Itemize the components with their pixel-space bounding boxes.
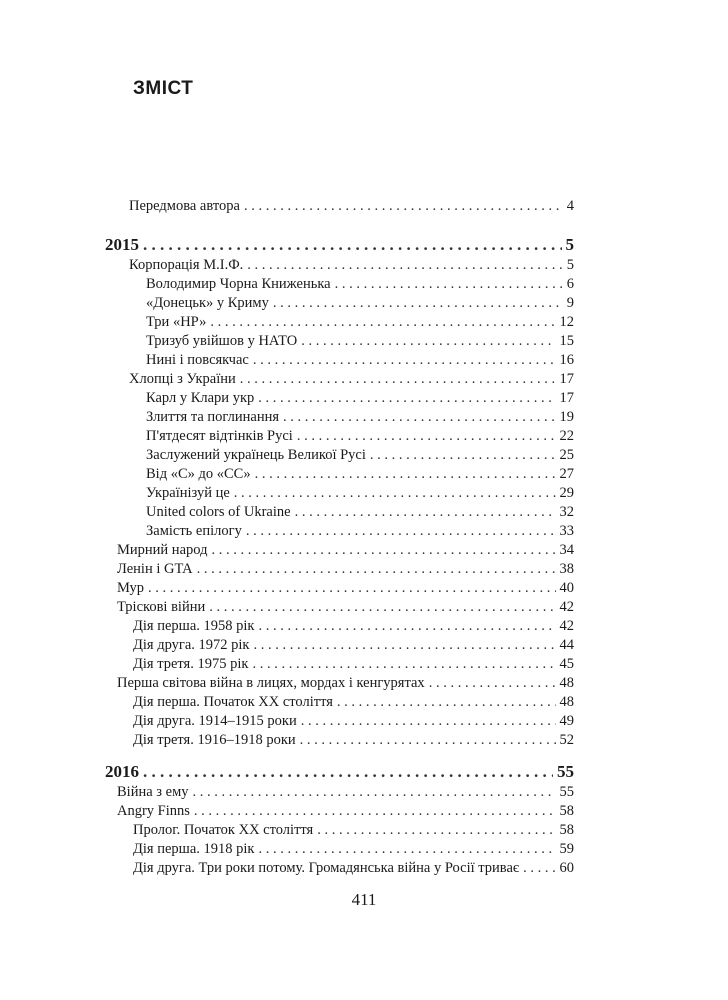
leader-dots (143, 763, 553, 781)
toc-entry-title: Мирний народ (117, 542, 208, 558)
toc-entry (133, 655, 574, 673)
toc-entry-page: 49 (559, 713, 574, 729)
toc-entry (146, 351, 574, 369)
leader-dots (148, 579, 555, 597)
toc-entry-title: Три «НР» (146, 314, 207, 330)
toc-entry-title: Ленін і GTA (117, 561, 193, 577)
toc-entry-page: 42 (559, 599, 574, 615)
toc-entry-title: «Донецьк» у Криму (146, 295, 269, 311)
toc-entry (117, 783, 574, 801)
toc-entry-title: Перша світова війна в лицях, мордах і кенгурятах (117, 675, 425, 691)
toc-entry-page: 17 (559, 390, 574, 406)
toc-entry-title: Тризуб увійшов у НАТО (146, 333, 298, 349)
toc-entry-page: 4 (566, 198, 574, 214)
leader-dots (244, 197, 563, 215)
leader-dots (273, 294, 563, 312)
toc-entry-title: Володимир Чорна Книженька (146, 276, 331, 292)
page-number: 411 (351, 890, 377, 909)
toc-entry (117, 560, 574, 578)
leader-dots (429, 674, 556, 692)
toc-entry-page: 9 (566, 295, 574, 311)
toc-entry (133, 712, 574, 730)
toc-entry-title: Дія третя. 1916–1918 роки (133, 732, 296, 748)
toc-entry (133, 859, 574, 877)
toc-entry (146, 294, 574, 312)
leader-dots (252, 655, 555, 673)
toc-entry (146, 446, 574, 464)
toc-entry-title: Дія друга. Три роки потому. Громадянська війна у Росії триває (133, 860, 520, 876)
toc-entry-title: Карл у Клари укр (146, 390, 255, 406)
toc-entry (117, 674, 574, 692)
toc-entry (117, 541, 574, 559)
toc-entry-page: 58 (559, 822, 574, 838)
toc-entry (133, 693, 574, 711)
toc-entry-title: Злиття та поглинання (146, 409, 280, 425)
toc-entry-title: Пролог. Початок ХХ століття (133, 822, 314, 838)
toc-entry-page: 5 (565, 235, 574, 254)
leader-dots (301, 332, 555, 350)
toc-entry-page: 12 (559, 314, 574, 330)
toc-entry-page: 15 (559, 333, 574, 349)
toc-entry (146, 465, 574, 483)
leader-dots (337, 693, 556, 711)
toc-entry-title: Заслужений українець Великої Русі (146, 447, 366, 463)
toc-entry-title: Замість епілогу (146, 523, 242, 539)
leader-dots (255, 465, 556, 483)
leader-dots (300, 731, 556, 749)
toc-entry-title: П'ятдесят відтінків Русі (146, 428, 293, 444)
leader-dots (211, 541, 555, 559)
toc-entry (117, 802, 574, 820)
toc-entry (146, 332, 574, 350)
toc-entry (146, 427, 574, 445)
toc-entry-page: 38 (559, 561, 574, 577)
toc-entry-title: Нині і повсякчас (146, 352, 249, 368)
leader-dots (143, 236, 562, 254)
toc-entry-page: 58 (559, 803, 574, 819)
toc-entry-title: 2015 (105, 235, 139, 254)
leader-dots (301, 712, 556, 730)
toc-entry-page: 16 (559, 352, 574, 368)
leader-dots (193, 783, 556, 801)
toc-entry-page: 44 (559, 637, 574, 653)
toc-entry (129, 370, 574, 388)
toc-entry (129, 256, 574, 274)
leader-dots (253, 636, 555, 654)
toc-entry-page: 40 (559, 580, 574, 596)
toc-entry-page: 5 (566, 257, 574, 273)
toc-entry-title: Angry Finns (117, 803, 190, 819)
leader-dots (258, 389, 555, 407)
toc-entry-title: Дія друга. 1914–1915 роки (133, 713, 297, 729)
leader-dots (240, 370, 556, 388)
toc-entry (133, 731, 574, 749)
leader-dots (335, 275, 563, 293)
toc-entry-title: Від «С» до «СС» (146, 466, 251, 482)
toc-entry-title: Корпорація М.І.Ф. (129, 257, 244, 273)
leader-dots (370, 446, 556, 464)
leader-dots (209, 598, 555, 616)
leader-dots (258, 617, 555, 635)
toc-year-heading (105, 236, 574, 254)
leader-dots (246, 522, 556, 540)
toc-entry (133, 617, 574, 635)
toc-entry-page: 6 (566, 276, 574, 292)
toc-entry (117, 579, 574, 597)
leader-dots (295, 503, 556, 521)
toc-entry (133, 821, 574, 839)
toc-entry-title: Українізуй це (146, 485, 230, 501)
toc-entry-page: 48 (559, 694, 574, 710)
toc-entry-page: 25 (559, 447, 574, 463)
toc-entry-title: Передмова автора (129, 198, 240, 214)
toc-entry (146, 503, 574, 521)
toc-entry-title: United colors of Ukraine (146, 504, 291, 520)
toc-entry-title: Дія перша. 1918 рік (133, 841, 255, 857)
toc-entry-page: 19 (559, 409, 574, 425)
toc-entry-page: 33 (559, 523, 574, 539)
toc-entry-title: Тріскові війни (117, 599, 206, 615)
toc-entry-title: Дія перша. Початок ХХ століття (133, 694, 333, 710)
toc-entry-page: 22 (559, 428, 574, 444)
leader-dots (210, 313, 555, 331)
toc-entry (133, 840, 574, 858)
leader-dots (197, 560, 556, 578)
toc-entry-title: Дія друга. 1972 рік (133, 637, 250, 653)
leader-dots (247, 256, 562, 274)
toc-entry-title: 2016 (105, 762, 139, 781)
toc-entry-page: 34 (559, 542, 574, 558)
leader-dots (523, 859, 555, 877)
toc-entry-title: Мур (117, 580, 145, 596)
leader-dots (194, 802, 556, 820)
leader-dots (253, 351, 556, 369)
toc-entry (146, 408, 574, 426)
toc-entry-page: 52 (559, 732, 574, 748)
toc-entry-page: 29 (559, 485, 574, 501)
toc-entry-page: 17 (559, 371, 574, 387)
toc-entry (146, 389, 574, 407)
leader-dots (297, 427, 556, 445)
toc-entry-page: 32 (559, 504, 574, 520)
toc-entry (129, 197, 574, 215)
toc-entry-title: Війна з ему (117, 784, 189, 800)
toc-year-heading (105, 763, 574, 781)
toc-entry-title: Дія перша. 1958 рік (133, 618, 255, 634)
toc-entry-title: Хлопці з України (129, 371, 236, 387)
leader-dots (234, 484, 556, 502)
toc-entry-page: 55 (557, 762, 574, 781)
toc-entry-page: 59 (559, 841, 574, 857)
toc-entry-page: 48 (559, 675, 574, 691)
toc-entry-page: 42 (559, 618, 574, 634)
toc-entry-page: 60 (559, 860, 574, 876)
leader-dots (283, 408, 555, 426)
page-title: ЗМІСТ (133, 78, 194, 99)
toc-entry-page: 45 (559, 656, 574, 672)
toc-entry (146, 484, 574, 502)
toc-entry (146, 313, 574, 331)
toc-entry (133, 636, 574, 654)
toc-entry-page: 27 (559, 466, 574, 482)
leader-dots (317, 821, 555, 839)
toc-entry (117, 598, 574, 616)
toc-entry (146, 522, 574, 540)
leader-dots (258, 840, 555, 858)
toc-entry-title: Дія третя. 1975 рік (133, 656, 249, 672)
toc-entry (146, 275, 574, 293)
toc-entry-page: 55 (559, 784, 574, 800)
